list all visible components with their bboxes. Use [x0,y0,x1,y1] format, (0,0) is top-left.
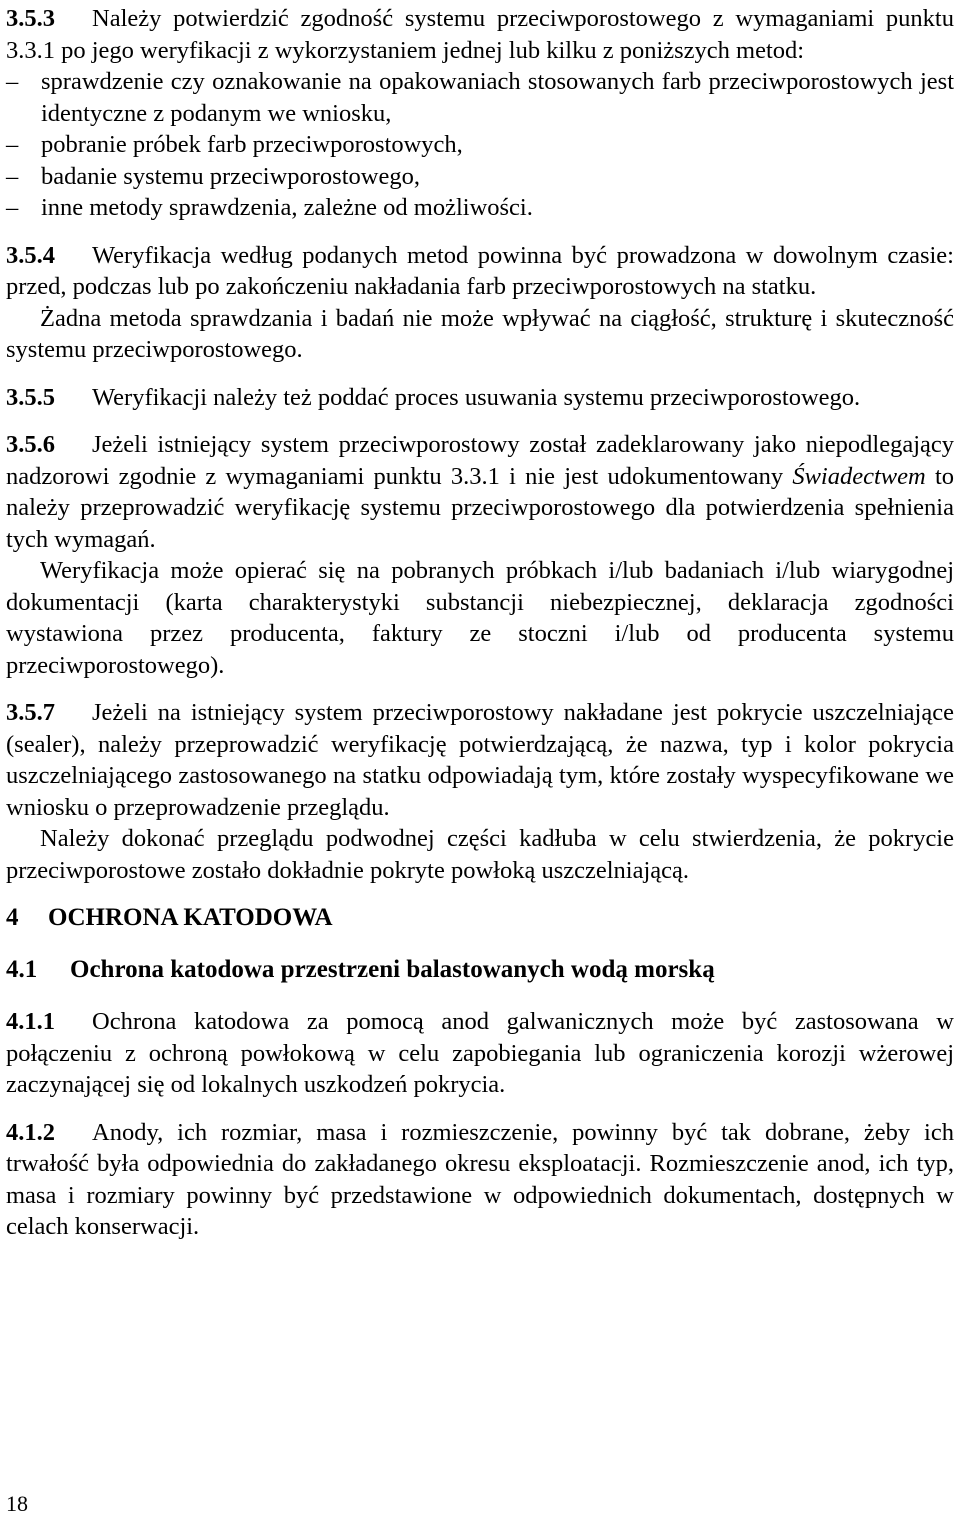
section-3-5-4 [6,240,954,366]
section-4-1-2 [6,1117,954,1243]
paragraph-text: Anody, ich rozmiar, masa i rozmieszczenie, powinny być tak dobrane, żeby ich trwałość była odpowiednia do zakładanego okresu eksploatacji. Rozmieszczenie anod, ich typ, masa i rozmiary powinny być przedstawione w odpowiednich dokumentach, dostępnych w celach konserwacji. [6,1118,954,1240]
heading-number: 4.1 [6,956,38,983]
list-item: – inne metody sprawdzenia, zależne od możliwości. [6,192,954,224]
section-number: 3.5.6 [6,431,55,458]
paragraph [6,697,954,823]
section-number: 3.5.7 [6,699,55,726]
paragraph [6,240,954,303]
paragraph: Weryfikacja może opierać się na pobranych próbkach i/lub badaniach i/lub wiarygodnej dokumentacji (karta charakterystyki substancji niebezpiecznej, deklaracja zgodności wystawiona przez producenta, faktury ze stoczni i/lub od producenta systemu przeciwporostowego). [6,557,954,679]
heading-title: OCHRONA KATODOWA [48,904,333,931]
paragraph-text: to należy przeprowadzić weryfikację systemu przeciwporostowego dla potwierdzenia spełnienia tych wymagań. [6,462,954,553]
section-number: 3.5.5 [6,383,55,411]
section-number: 3.5.3 [6,5,55,32]
list-item: – pobranie próbek farb przeciwporostowych, [6,129,954,161]
section-3-5-3 [6,3,954,224]
paragraph [6,382,954,414]
section-number: 4.1.2 [6,1118,55,1146]
paragraph-text: Weryfikacji należy też poddać proces usuwania systemu przeciwporostowego. [92,383,861,411]
paragraph [6,429,954,555]
paragraph-text: Ochrona katodowa za pomocą anod galwanicznych może być zastosowana w połączeniu z ochroną powłokową w celu zapobiegania lub ograniczenia korozji wżerowej zaczynającej się od lokalnych uszkodzeń pokrycia. [6,1008,954,1098]
list-item: – badanie systemu przeciwporostowego, [6,161,954,193]
chapter-heading [6,902,954,934]
section-number: 4.1.1 [6,1008,55,1035]
paragraph: Żadna metoda sprawdzania i badań nie może wpływać na ciągłość, strukturę i skuteczność systemu przeciwporostowego. [6,304,954,363]
paragraph [6,1006,954,1101]
method-list [6,66,954,224]
document-page [6,3,954,1259]
paragraph-text: Weryfikacja według podanych metod powinna być prowadzona w dowolnym czasie: przed, podczas lub po zakończeniu nakładania farb przeciwporostowych na statku. [6,241,954,300]
section-4-1-1 [6,1006,954,1101]
italic-term: Świadectwem [792,462,926,490]
section-3-5-6 [6,429,954,681]
paragraph [6,3,954,66]
paragraph-text: Jeżeli na istniejący system przeciwporostowy nakładane jest pokrycie uszczelniające (sealer), należy przeprowadzić weryfikację potwierdzającą, że nazwa, typ i kolor pokrycia uszczelniającego zastosowanego na statku odpowiadają tym, które zostały wyspecyfikowane we wniosku o przeprowadzenie przeglądu. [6,699,954,821]
heading-number: 4 [6,904,19,931]
paragraph-text: Należy potwierdzić zgodność systemu przeciwporostowego z wymaganiami punktu 3.3.1 po jego weryfikacji z wykorzystaniem jednej lub kilku z poniższych metod: [6,5,954,64]
page-number: 18 [6,1491,28,1516]
section-number: 3.5.4 [6,241,55,269]
section-3-5-7 [6,697,954,886]
section-3-5-5 [6,382,954,414]
paragraph: Należy dokonać przeglądu podwodnej części kadłuba w celu stwierdzenia, że pokrycie przeciwporostowe zostało dokładnie pokryte powłoką uszczelniającą. [6,825,954,884]
heading-title: Ochrona katodowa przestrzeni balastowanych wodą morską [70,956,715,983]
paragraph [6,1117,954,1243]
subchapter-heading [6,954,954,986]
paragraph-text: Jeżeli istniejący system przeciwporostowy został zadeklarowany jako niepodlegający nadzorowi zgodnie z wymaganiami punktu 3.3.1 i nie jest udokumentowany [6,431,954,490]
list-item: – sprawdzenie czy oznakowanie na opakowaniach stosowanych farb przeciwporostowych jest identyczne z podanym we wniosku, [6,66,954,129]
